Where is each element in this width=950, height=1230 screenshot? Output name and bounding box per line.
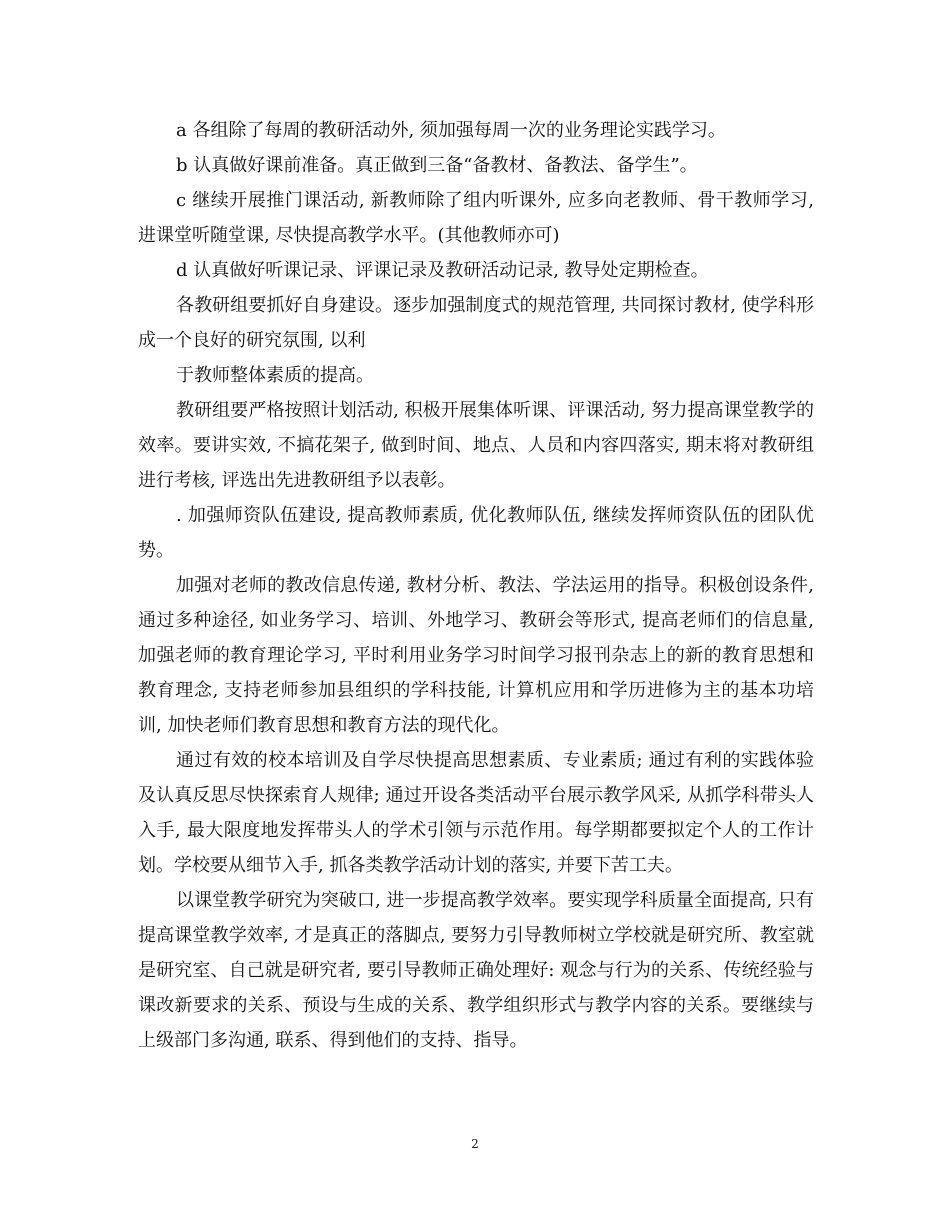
paragraph-group-building: 各教研组要抓好自身建设。逐步加强制度式的规范管理, 共同探讨教材, 使学科形成一个良好的研究氛围, 以利 <box>138 295 814 351</box>
paragraph-d: d 认真做好听课记录、评课记录及教研活动记录, 教导处定期检查。 <box>176 260 709 281</box>
paragraph-reform-guidance: 加强对老师的教改信息传递, 教材分析、教法、学法运用的指导。积极创设条件, 通过多种途径, 如业务学习、培训、外地学习、教研会等形式, 提高老师们的信息量, 加强老师的教育理论学习, 平时利用业务学习时间学习报刊杂志上的新的教育思想和教育理念, 支持老师参加县组织的学科技能, 计算机应用和学历进修为主的基本功培训, 加快老师们教育思想和教育方法的现代化。 <box>138 575 814 736</box>
document-body <box>138 113 814 1058</box>
page-number: 2 <box>471 1137 479 1151</box>
paragraph-c: c 继续开展推门课活动, 新教师除了组内听课外, 应多向老教师、骨干教师学习, 进课堂听随堂课, 尽快提高教学水平。(其他教师亦可) <box>138 190 814 246</box>
paragraph-a: a 各组除了每周的教研活动外, 须加强每周一次的业务理论实践学习。 <box>176 120 726 141</box>
paragraph-teacher-team: . 加强师资队伍建设, 提高教师素质, 优化教师队伍, 继续发挥师资队伍的团队优势。 <box>138 505 814 561</box>
paragraph-b: b 认真做好课前准备。真正做到三备“备教材、备教法、备学生”。 <box>176 155 698 176</box>
paragraph-classroom-research: 以课堂教学研究为突破口, 进一步提高教学效率。要实现学科质量全面提高, 只有提高课堂教学效率, 才是真正的落脚点, 要努力引导教师树立学校就是研究所、教室就是研究室、自己就是研究者, 要引导教师正确处理好: 观念与行为的关系、传统经验与课改新要求的关系、预设与生成的关系、教学组织形式与教学内容的关系。要继续与上级部门多沟通, 联系、得到他们的支持、指导。 <box>138 890 814 1051</box>
paragraph-group-building-cont: 于教师整体素质的提高。 <box>176 365 374 386</box>
paragraph-school-training: 通过有效的校本培训及自学尽快提高思想素质、专业素质; 通过有利的实践体验及认真反思尽快探索育人规律; 通过开设各类活动平台展示教学风采, 从抓学科带头人入手, 最大限度地发挥带头人的学术引领与示范作用。每学期都要拟定个人的工作计划。学校要从细节入手, 抓各类教学活动计划的落实, 并要下苦工夫。 <box>138 750 814 876</box>
paragraph-plan-activities: 教研组要严格按照计划活动, 积极开展集体听课、评课活动, 努力提高课堂教学的效率。要讲实效, 不搞花架子, 做到时间、地点、人员和内容四落实, 期末将对教研组进行考核, 评选出先进教研组予以表彰。 <box>138 400 814 491</box>
